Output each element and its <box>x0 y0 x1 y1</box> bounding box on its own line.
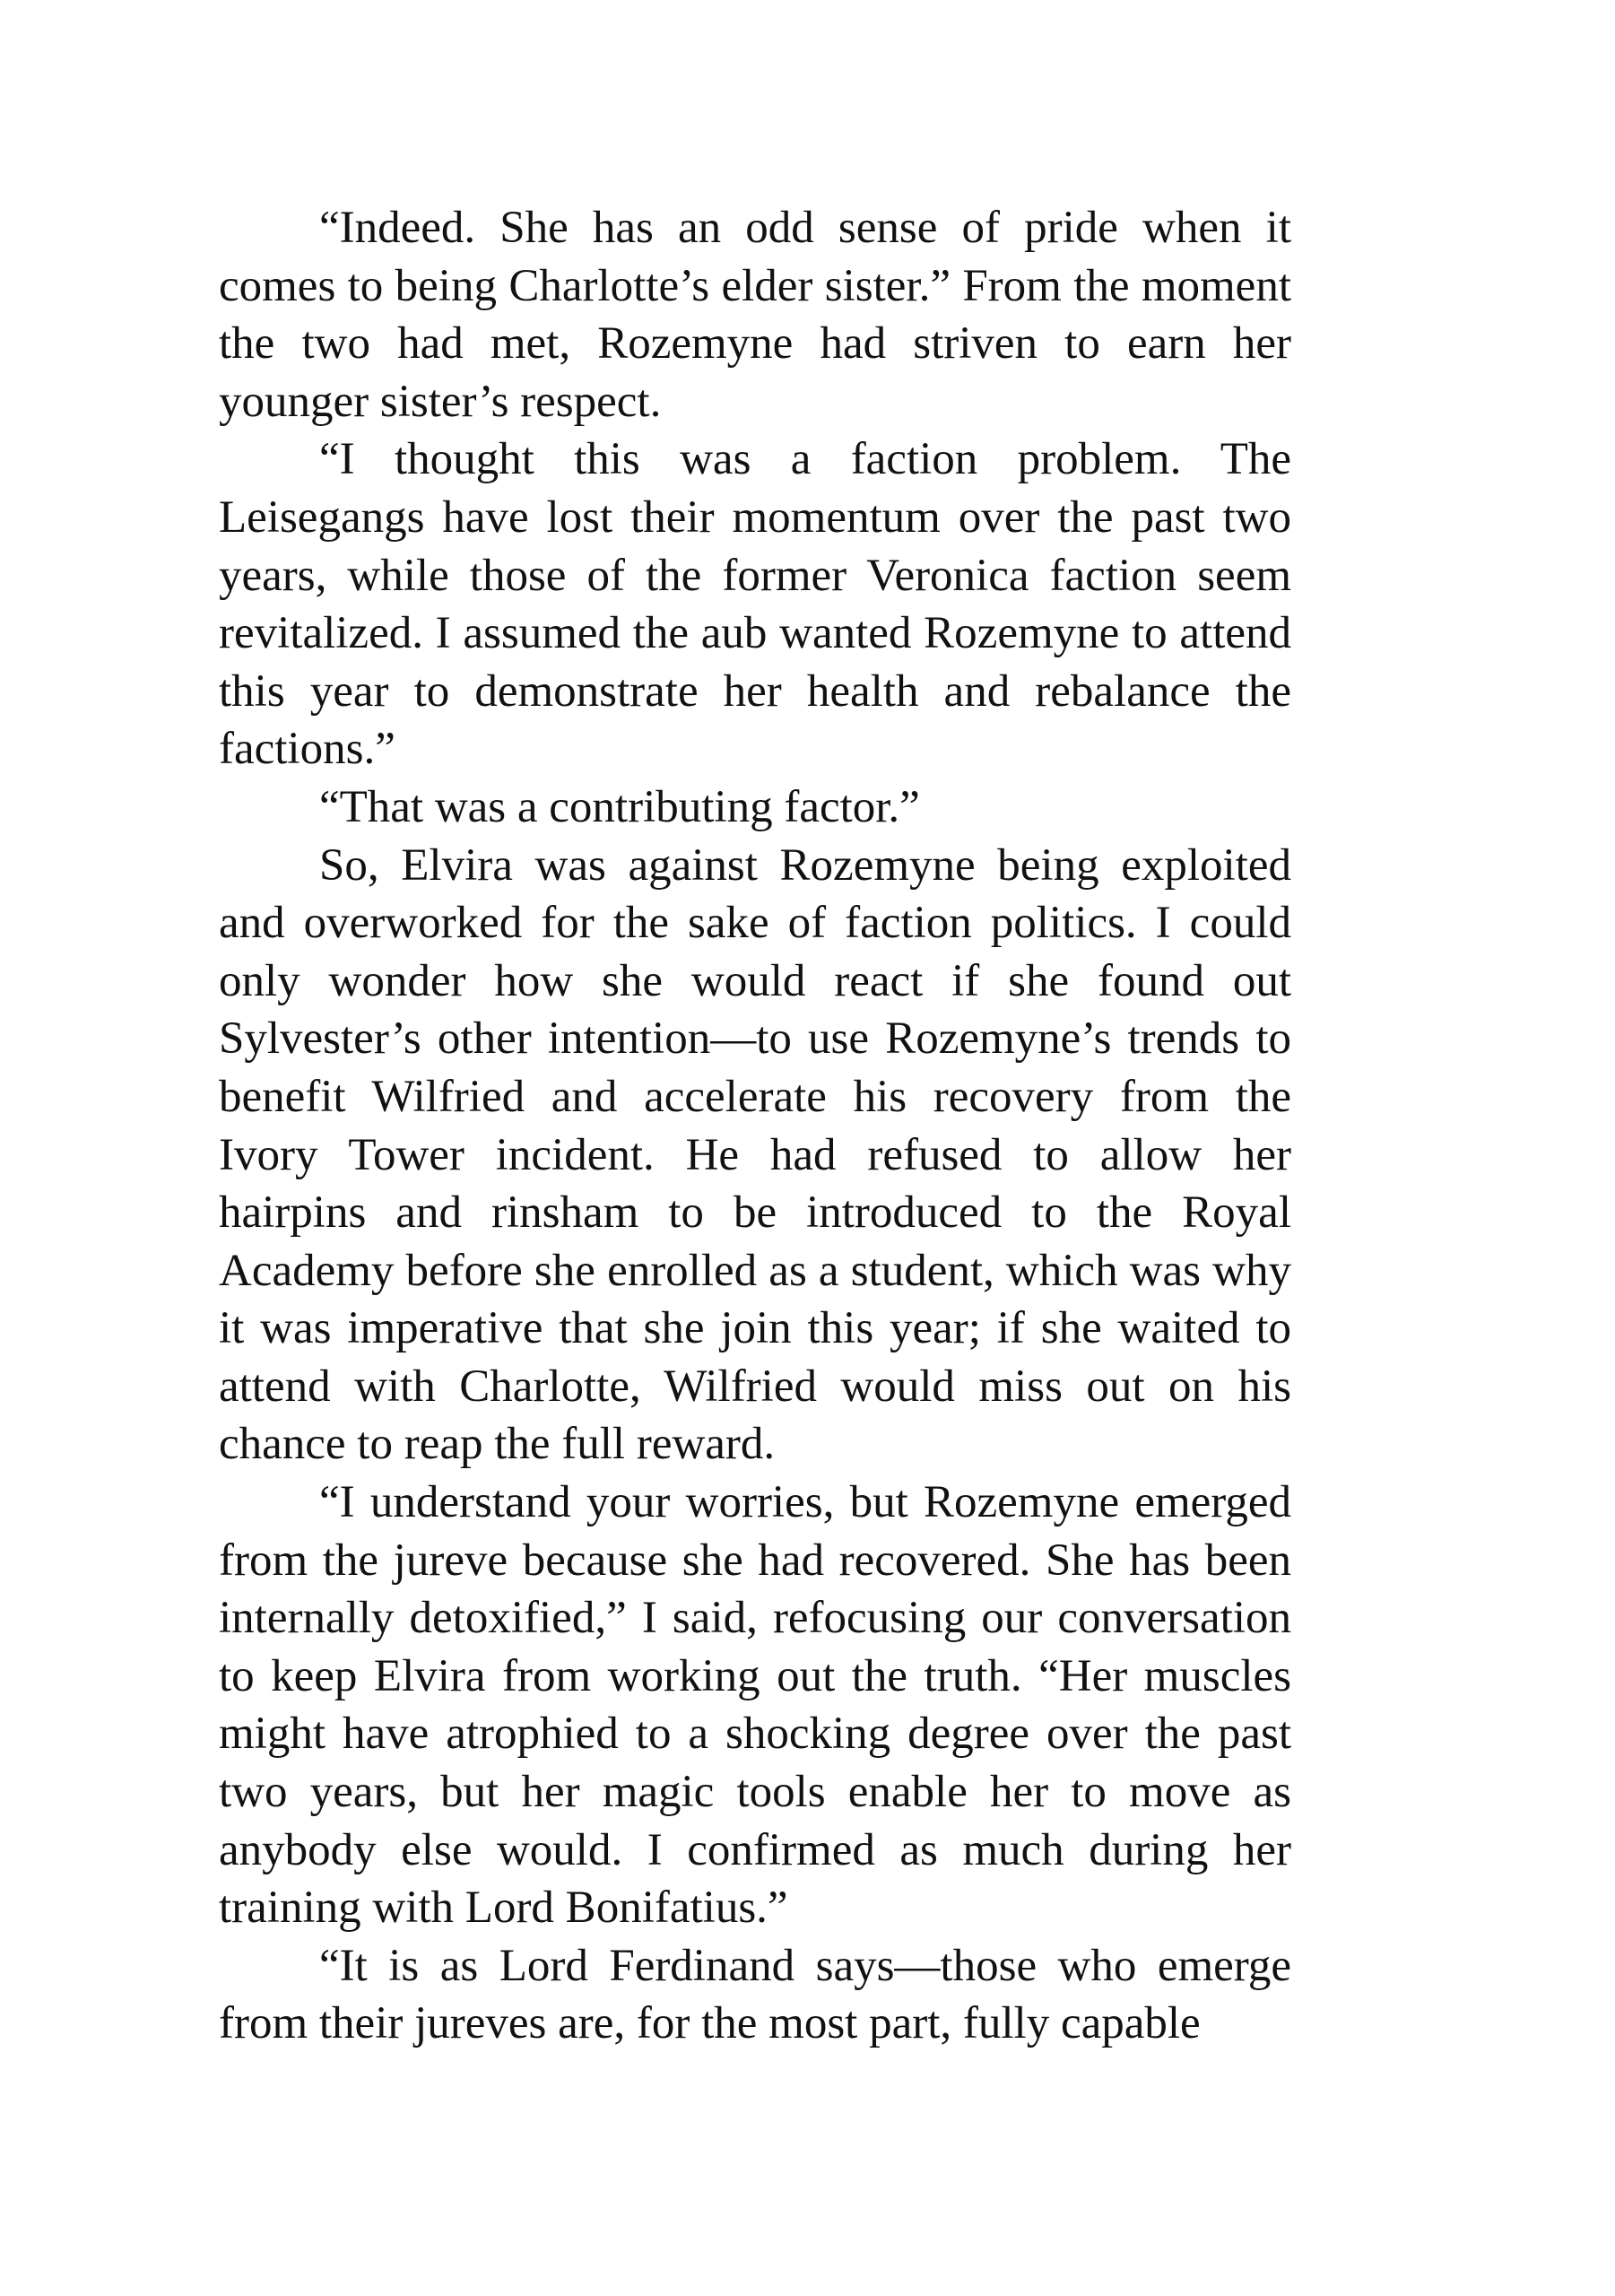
paragraph-1: “Indeed. She has an odd sense of pride when it comes to being Charlotte’s elder sister.” From the moment the two had met, Rozemyne had striven to earn her younger sister’s respect. <box>219 203 1291 427</box>
body-text <box>219 199 1291 2053</box>
paragraph-6: “It is as Lord Ferdinand says—those who emerge from their jureves are, for the most part, fully capable <box>219 1940 1291 2049</box>
paragraph-2: “I thought this was a faction problem. The Leisegangs have lost their momentum over the past two years, while those of the former Veronica faction seem revitalized. I assumed the aub wanted Rozemyne to attend this year to demonstrate her health and rebalance the factions.” <box>219 434 1291 775</box>
paragraph-4: So, Elvira was against Rozemyne being exploited and overworked for the sake of faction politics. I could only wonder how she would react if she found out Sylvester’s other intention—to use Rozemyne’s trends to benefit Wilfried and accelerate his recovery from the Ivory Tower incident. He had refused to allow her hairpins and rinsham to be introduced to the Royal Academy before she enrolled as a student, which was why it was imperative that she join this year; if she waited to attend with Charlotte, Wilfried would miss out on his chance to reap the full reward. <box>219 839 1291 1470</box>
paragraph-5: “I understand your worries, but Rozemyne emerged from the jureve because she had recovered. She has been internally detoxified,” I said, refocusing our conversation to keep Elvira from working out the truth. “Her muscles might have atrophied to a shocking degree over the past two years, but her magic tools enable her to move as anybody else would. I confirmed as much during her training with Lord Bonifatius.” <box>219 1477 1291 1934</box>
paragraph-3: “That was a contributing factor.” <box>319 781 920 832</box>
